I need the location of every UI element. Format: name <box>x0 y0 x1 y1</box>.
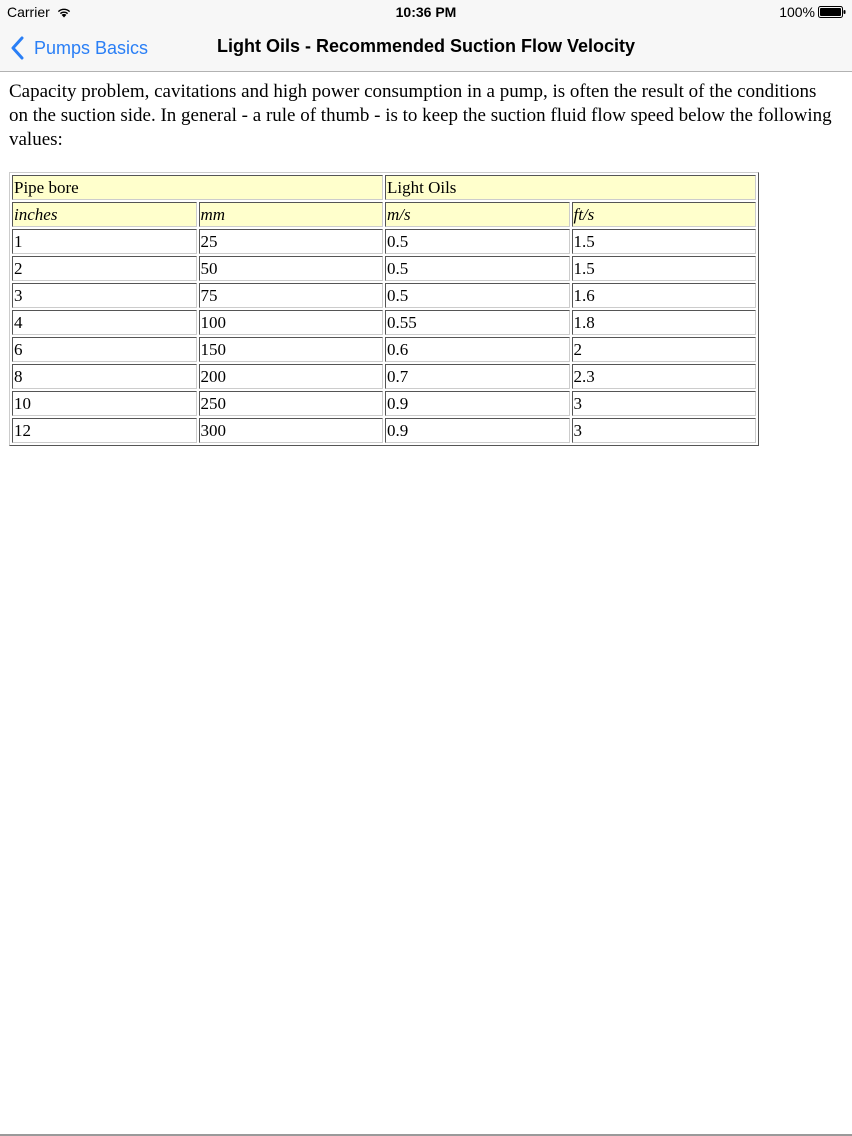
cell-m-per-s: 0.9 <box>385 391 570 416</box>
header <box>0 0 852 72</box>
cell-mm: 300 <box>199 418 384 443</box>
back-button-label: Pumps Basics <box>34 37 149 58</box>
cell-mm: 150 <box>199 337 384 362</box>
table-row <box>12 310 756 335</box>
header-inches: inches <box>12 202 197 227</box>
cell-mm: 250 <box>199 391 384 416</box>
cell-inches: 3 <box>12 283 197 308</box>
cell-mm: 200 <box>199 364 384 389</box>
header-ft-per-s: ft/s <box>572 202 757 227</box>
cell-mm: 25 <box>199 229 384 254</box>
table-row <box>12 256 756 281</box>
table-row <box>12 364 756 389</box>
cell-ft-per-s: 1.6 <box>572 283 757 308</box>
table-row <box>12 418 756 443</box>
cell-inches: 2 <box>12 256 197 281</box>
cell-inches: 8 <box>12 364 197 389</box>
battery-percent: 100% <box>779 4 815 20</box>
velocity-table <box>9 172 759 446</box>
status-time: 10:36 PM <box>395 4 457 20</box>
cell-ft-per-s: 2.3 <box>572 364 757 389</box>
navigation-bar <box>0 24 852 71</box>
header-pipe-bore: Pipe bore <box>12 175 383 200</box>
page-title: Light Oils - Recommended Suction Flow Velocity <box>216 36 636 56</box>
carrier-label: Carrier <box>7 4 50 20</box>
battery-indicator <box>779 4 846 20</box>
cell-m-per-s: 0.5 <box>385 256 570 281</box>
cell-m-per-s: 0.9 <box>385 418 570 443</box>
cell-m-per-s: 0.5 <box>385 283 570 308</box>
table-row <box>12 229 756 254</box>
table-group-header-row <box>12 175 756 200</box>
table-row <box>12 337 756 362</box>
cell-mm: 100 <box>199 310 384 335</box>
intro-paragraph: Capacity problem, cavitations and high power consumption in a pump, is often the result of the conditions on the suction side. In general - a rule of thumb - is to keep the suction fluid flow speed below the following values: <box>9 81 832 150</box>
status-bar <box>0 0 852 24</box>
cell-m-per-s: 0.55 <box>385 310 570 335</box>
cell-ft-per-s: 2 <box>572 337 757 362</box>
table-row <box>12 391 756 416</box>
cell-m-per-s: 0.6 <box>385 337 570 362</box>
header-light-oils: Light Oils <box>385 175 756 200</box>
table-body <box>12 175 756 443</box>
cell-ft-per-s: 3 <box>572 418 757 443</box>
cell-ft-per-s: 3 <box>572 391 757 416</box>
cell-ft-per-s: 1.5 <box>572 256 757 281</box>
cell-mm: 50 <box>199 256 384 281</box>
cell-m-per-s: 0.5 <box>385 229 570 254</box>
header-mm: mm <box>199 202 384 227</box>
cell-inches: 6 <box>12 337 197 362</box>
table-unit-header-row <box>12 202 756 227</box>
header-m-per-s: m/s <box>385 202 570 227</box>
battery-icon <box>818 6 846 18</box>
cell-mm: 75 <box>199 283 384 308</box>
cell-inches: 10 <box>12 391 197 416</box>
table-row <box>12 283 756 308</box>
cell-ft-per-s: 1.5 <box>572 229 757 254</box>
cell-ft-per-s: 1.8 <box>572 310 757 335</box>
cell-m-per-s: 0.7 <box>385 364 570 389</box>
cell-inches: 1 <box>12 229 197 254</box>
web-content <box>9 80 839 446</box>
cell-inches: 4 <box>12 310 197 335</box>
cell-inches: 12 <box>12 418 197 443</box>
